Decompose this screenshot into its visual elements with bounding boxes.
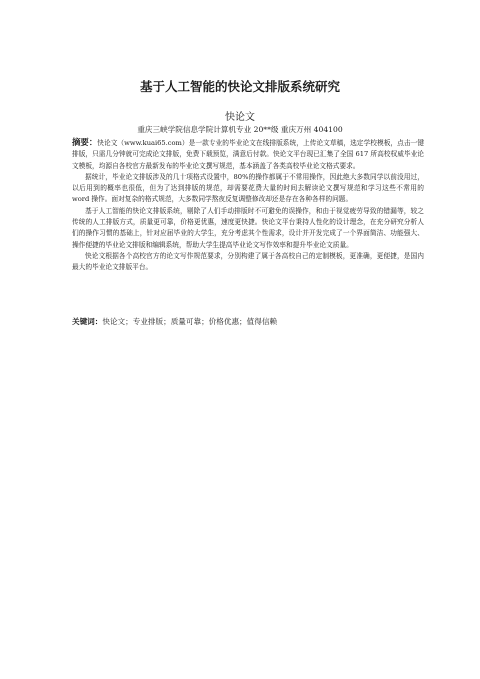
keywords-label: 关键词： bbox=[72, 317, 103, 326]
keywords-text: 快论文；专业排版；质量可靠；价格优惠；值得信赖 bbox=[102, 317, 278, 326]
abstract-paragraph-2: 据统计，毕业论文排版涉及的几十项格式设置中，80%的操作都属于不常用操作，因此绝大多数同学以前没用过，以后用到的概率也很低，但为了达到排版的规范，却需要花费大量的时间去解读论文撰写规范和学习这些不常用的 word 操作。面对复杂的格式规范，大多数同学熬夜反复调整修改却还是存在各种各样的问题。 bbox=[72, 172, 424, 204]
abstract-label: 摘要： bbox=[72, 137, 98, 147]
abstract-paragraph-1 bbox=[72, 137, 424, 172]
abstract-paragraph-4: 快论文根据各个高校官方的论文写作规范要求，分别构建了属于各高校自己的定制模板，更准确，更便捷，是国内最大的毕业论文排版平台。 bbox=[72, 251, 424, 272]
author-affiliation: 重庆三峡学院信息学院计算机专业 20**级 重庆万州 404100 bbox=[137, 125, 343, 134]
author-name: 快论文 bbox=[225, 112, 255, 123]
abstract-text-1: 快论文（www.kuai65.com）是一款专业的毕业论文在线排版系统，上传论文草稿，选定学校模板，点击一键排版，只需几分钟就可完成论文排版，免费下载预览，满意后付款。快论文平台现已汇集了全国 617 所高校权威毕业论文模板，均源自各校官方最新发布的毕业论文撰写规范，基本涵盖了各类高校毕业论文格式要求。 bbox=[72, 139, 425, 170]
keywords-line bbox=[72, 316, 424, 327]
abstract-paragraph-3: 基于人工智能的快论文排版系统，剔除了人们手动排版时不可避免的误操作，和由于视觉疲劳导致的错漏等，较之传统的人工排版方式，质量更可靠，价格更优惠，速度更快捷。快论文平台秉持人性化的设计理念，在充分研究分析人们的操作习惯的基础上，针对应届毕业的大学生，充分考虑其个性需求，设计并开发完成了一个界面简洁、功能强大、操作便捷的毕业论文排版和编辑系统，帮助大学生提高毕业论文写作效率和提升毕业论文质量。 bbox=[72, 206, 424, 249]
abstract-section bbox=[72, 137, 424, 274]
paper-title: 基于人工智能的快论文排版系统研究 bbox=[139, 79, 340, 94]
